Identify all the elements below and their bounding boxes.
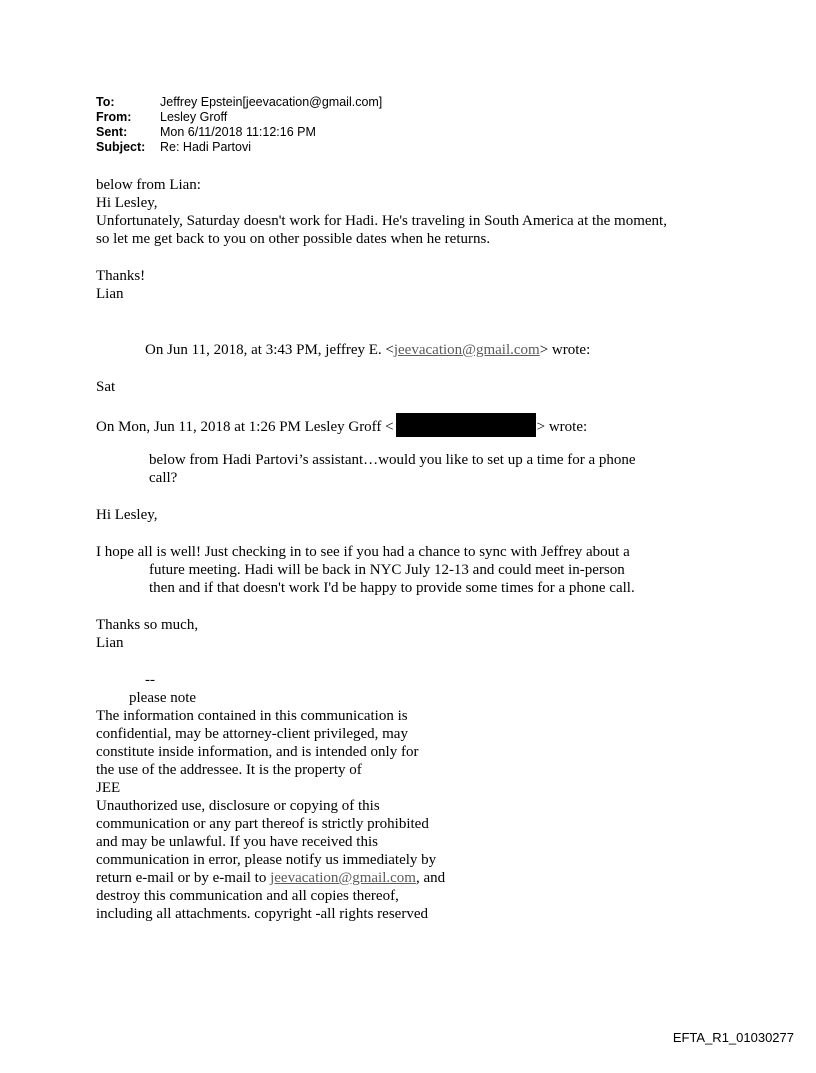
para-line-3: then and if that doesn't work I'd be happy to provide some times for a phone call. <box>149 580 635 596</box>
sent-value: Mon 6/11/2018 11:12:16 PM <box>160 125 316 139</box>
disclaimer-line-6: Unauthorized use, disclosure or copying of this <box>96 798 380 814</box>
disclaimer-line-2: confidential, may be attorney-client privileged, may <box>96 726 408 742</box>
subject-row <box>96 140 382 155</box>
thanks-so-much: Thanks so much, <box>96 617 199 633</box>
disclaimer-line-8: and may be unlawful. If you have received this <box>96 834 378 850</box>
subject-label: Subject: <box>96 140 146 154</box>
disclaimer-line-4: the use of the addressee. It is the property of <box>96 762 362 778</box>
document-id: EFTA_R1_01030277 <box>672 1030 794 1045</box>
d10-prefix: return e-mail or by e-mail to <box>96 870 271 886</box>
inner-line-1: below from Hadi Partovi’s assistant…would you like to set up a time for a phone <box>149 452 636 468</box>
disclaimer-line-3: constitute inside information, and is intended only for <box>96 744 419 760</box>
quote2-suffix: > wrote: <box>536 419 588 435</box>
to-label: To: <box>96 95 115 109</box>
quote1-suffix: > wrote: <box>539 342 591 358</box>
sent-row <box>96 125 382 140</box>
sat-line: Sat <box>96 379 116 395</box>
disclaimer-line-9: communication in error, please notify us immediately by <box>96 852 437 868</box>
thanks-line: Thanks! <box>96 268 146 284</box>
body-line-3: Unfortunately, Saturday doesn't work for Hadi. He's traveling in South America at the moment, <box>96 213 667 229</box>
disclaimer-line-11: destroy this communication and all copies thereof, <box>96 888 399 904</box>
disclaimer-line-12: including all attachments. copyright -all rights reserved <box>96 906 428 922</box>
quote-header-1 <box>145 341 590 360</box>
disclaimer-email-link[interactable]: jeevacation@gmail.com <box>270 870 416 886</box>
disclaimer-line-5: JEE <box>96 780 121 796</box>
disclaimer-line-1: The information contained in this communication is <box>96 708 408 724</box>
email-header <box>96 95 382 155</box>
sig-dashes: -- <box>145 672 155 688</box>
inner-line-2: call? <box>149 470 178 486</box>
disclaimer-line-7: communication or any part thereof is strictly prohibited <box>96 816 429 832</box>
quote2-prefix: On Mon, Jun 11, 2018 at 1:26 PM Lesley Groff < <box>96 419 394 435</box>
hi-lesley-2: Hi Lesley, <box>96 507 158 523</box>
sent-label: Sent: <box>96 125 128 139</box>
disclaimer-line-10 <box>96 869 445 888</box>
body-line-2: Hi Lesley, <box>96 195 158 211</box>
redaction-block <box>396 413 536 437</box>
subject-value: Re: Hadi Partovi <box>160 140 252 154</box>
quote1-email-link[interactable]: jeevacation@gmail.com <box>393 342 540 358</box>
to-row <box>96 95 382 110</box>
signature-lian: Lian <box>96 286 124 302</box>
signature-lian-2: Lian <box>96 635 124 651</box>
body-line-4: so let me get back to you on other possible dates when he returns. <box>96 231 491 247</box>
from-row <box>96 110 382 125</box>
please-note: please note <box>129 690 197 706</box>
para-line-1: I hope all is well! Just checking in to see if you had a chance to sync with Jeffrey about a <box>96 544 630 560</box>
from-label: From: <box>96 110 132 124</box>
para-line-2: future meeting. Hadi will be back in NYC July 12-13 and could meet in-person <box>149 562 625 578</box>
from-value: Lesley Groff <box>160 110 228 124</box>
d10-suffix: , and <box>415 870 446 886</box>
quote-header-2 <box>96 413 587 437</box>
body-line-1: below from Lian: <box>96 177 201 193</box>
quote1-prefix: On Jun 11, 2018, at 3:43 PM, jeffrey E. < <box>145 342 394 358</box>
to-value: Jeffrey Epstein[jeevacation@gmail.com] <box>160 95 383 109</box>
